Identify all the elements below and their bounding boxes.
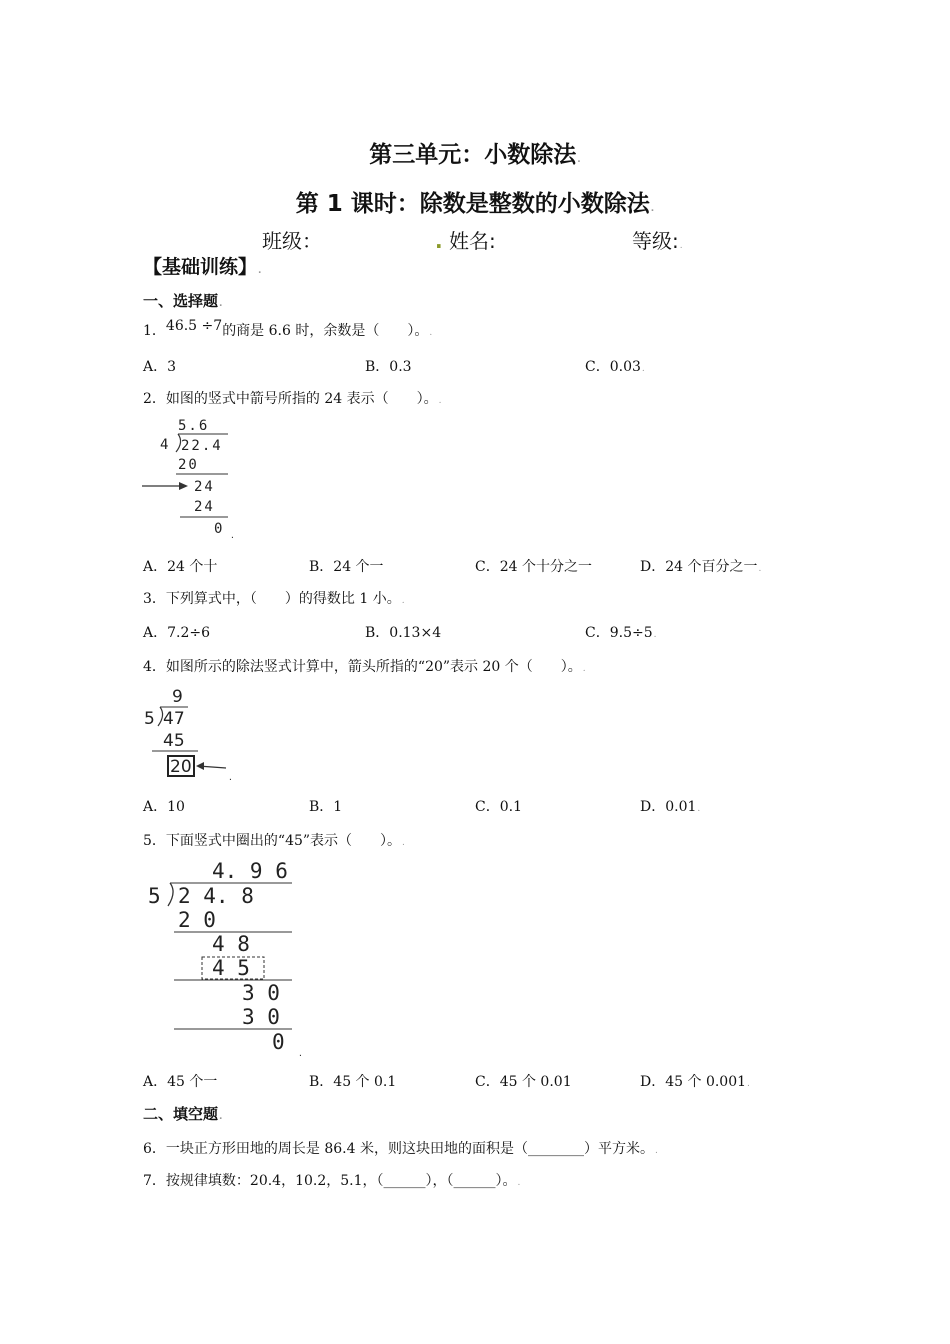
- q4-option-b[interactable]: B．1: [309, 799, 343, 815]
- unit-title: 第三单元：小数除法.: [369, 142, 581, 168]
- q2-text: 2．如图的竖式中箭号所指的 24 表示（ ）。: [143, 391, 438, 407]
- section1-heading: 一、选择题.: [143, 292, 223, 310]
- section-label: 【基础训练】.: [143, 256, 262, 278]
- svg-text:.: .: [298, 1049, 303, 1058]
- q4-option-c[interactable]: C．0.1: [475, 799, 522, 815]
- question-4: 4．如图所示的除法竖式计算中，箭头所指的“20”表示 20 个（ ）。.: [143, 659, 586, 675]
- q3-option-c[interactable]: C．9.5÷5.: [585, 625, 657, 641]
- q5-boxed-value: 4 5: [212, 956, 250, 980]
- name-field: . 姓名:: [435, 229, 496, 253]
- q5-option-d[interactable]: D．45 个 0.001.: [640, 1074, 750, 1090]
- name-label: 姓名:: [448, 229, 496, 253]
- q6-text: 6．一块正方形田地的周长是 86.4 米，则这块田地的面积是（________）平方米。: [143, 1141, 654, 1157]
- q2-step3: 24: [194, 499, 215, 515]
- q4-boxed-value: 20: [170, 757, 192, 777]
- question-5: 5．下面竖式中圈出的“45”表示（ ）。.: [143, 833, 405, 849]
- q5-row1: 2 0: [178, 908, 216, 932]
- q2-long-division-figure: [140, 414, 240, 540]
- q4-dividend: 47: [163, 709, 185, 729]
- q5-row4: 3 0: [242, 1005, 280, 1029]
- q5-row3: 3 0: [242, 981, 280, 1005]
- q1-option-b[interactable]: B．0.3: [365, 359, 412, 375]
- question-3: 3．下列算式中，（ ）的得数比 1 小。.: [143, 591, 405, 607]
- q3-text: 3．下列算式中，（ ）的得数比 1 小。: [143, 591, 401, 607]
- q1-expression: 46.5 ÷7: [165, 318, 223, 334]
- class-label: 班级：: [262, 229, 322, 253]
- lesson-title-text: 第 1 课时：除数是整数的小数除法: [295, 191, 650, 217]
- q5-divisor: 5: [148, 884, 161, 908]
- grade-label-text: 等级:: [632, 229, 679, 253]
- svg-text:.: .: [230, 531, 235, 540]
- q1-option-a[interactable]: A．3: [143, 359, 177, 375]
- question-2: 2．如图的竖式中箭号所指的 24 表示（ ）。.: [143, 391, 442, 407]
- q1-option-c[interactable]: C．0.03.: [585, 359, 645, 375]
- q4-long-division-figure: [140, 684, 240, 784]
- q1-number: 1．: [143, 323, 166, 339]
- question-1: 1．46.5 ÷7的商是 6.6 时，余数是（ ）。.: [143, 318, 433, 339]
- q5-option-b[interactable]: B．45 个 0.1: [309, 1074, 397, 1090]
- q5-option-c[interactable]: C．45 个 0.01: [475, 1074, 572, 1090]
- q2-divisor: 4: [160, 437, 169, 453]
- q5-text: 5．下面竖式中圈出的“45”表示（ ）。: [143, 833, 402, 849]
- unit-title-text: 第三单元：小数除法: [369, 142, 577, 168]
- section-label-text: 【基础训练】: [143, 256, 258, 278]
- q3-option-a[interactable]: A．7.2÷6: [143, 625, 211, 641]
- q5-long-division-figure: [140, 856, 310, 1060]
- lesson-title: 第 1 课时：除数是整数的小数除法.: [295, 191, 655, 217]
- q4-option-d-text: D．0.01: [640, 799, 697, 815]
- section1-heading-text: 一、选择题: [143, 292, 219, 310]
- q2-option-b[interactable]: B．24 个一: [309, 559, 384, 575]
- section2-heading: 二、填空题.: [143, 1105, 223, 1123]
- q7-text: 7．按规律填数：20.4，10.2，5.1，（______），（______）。: [143, 1173, 517, 1189]
- q2-option-d[interactable]: D．24 个百分之一.: [640, 559, 762, 575]
- q2-option-c[interactable]: C．24 个十分之一: [475, 559, 592, 575]
- section2-heading-text: 二、填空题: [143, 1105, 219, 1123]
- question-7[interactable]: 7．按规律填数：20.4，10.2，5.1，（______），（______）。.: [143, 1173, 521, 1189]
- question-6[interactable]: 6．一块正方形田地的周长是 86.4 米，则这块田地的面积是（________）平方米。.: [143, 1141, 658, 1157]
- q5-option-a[interactable]: A．45 个一: [143, 1074, 218, 1090]
- q2-remainder: 0: [214, 521, 223, 537]
- q5-dividend: 2 4. 8: [178, 884, 254, 908]
- q3-option-c-text: C．9.5÷5: [585, 625, 653, 641]
- q4-step1: 45: [163, 731, 185, 751]
- q2-step2: 24: [194, 479, 215, 495]
- q2-step1: 20: [178, 457, 199, 473]
- q1-option-c-text: C．0.03: [585, 359, 641, 375]
- q5-row2: 4 8: [212, 932, 250, 956]
- q4-quotient: 9: [172, 687, 183, 707]
- q5-option-d-text: D．45 个 0.001: [640, 1074, 747, 1090]
- q5-quotient: 4. 9 6: [212, 859, 288, 883]
- q2-quotient: 5.6: [178, 418, 210, 434]
- q4-option-a[interactable]: A．10: [143, 799, 185, 815]
- q1-text: 的商是 6.6 时，余数是（ ）。: [222, 323, 429, 339]
- q2-dividend: 22.4: [181, 438, 223, 454]
- q4-text: 4．如图所示的除法竖式计算中，箭头所指的“20”表示 20 个（ ）。: [143, 659, 582, 675]
- q5-row5: 0: [272, 1030, 285, 1054]
- svg-text:.: .: [228, 773, 233, 782]
- q4-option-d[interactable]: D．0.01.: [640, 799, 701, 815]
- q2-option-a[interactable]: A．24 个十: [143, 559, 218, 575]
- grade-label: 等级:.: [632, 229, 683, 253]
- q2-option-d-text: D．24 个百分之一: [640, 559, 758, 575]
- q4-divisor: 5: [144, 709, 155, 729]
- q3-option-b[interactable]: B．0.13×4: [365, 625, 442, 641]
